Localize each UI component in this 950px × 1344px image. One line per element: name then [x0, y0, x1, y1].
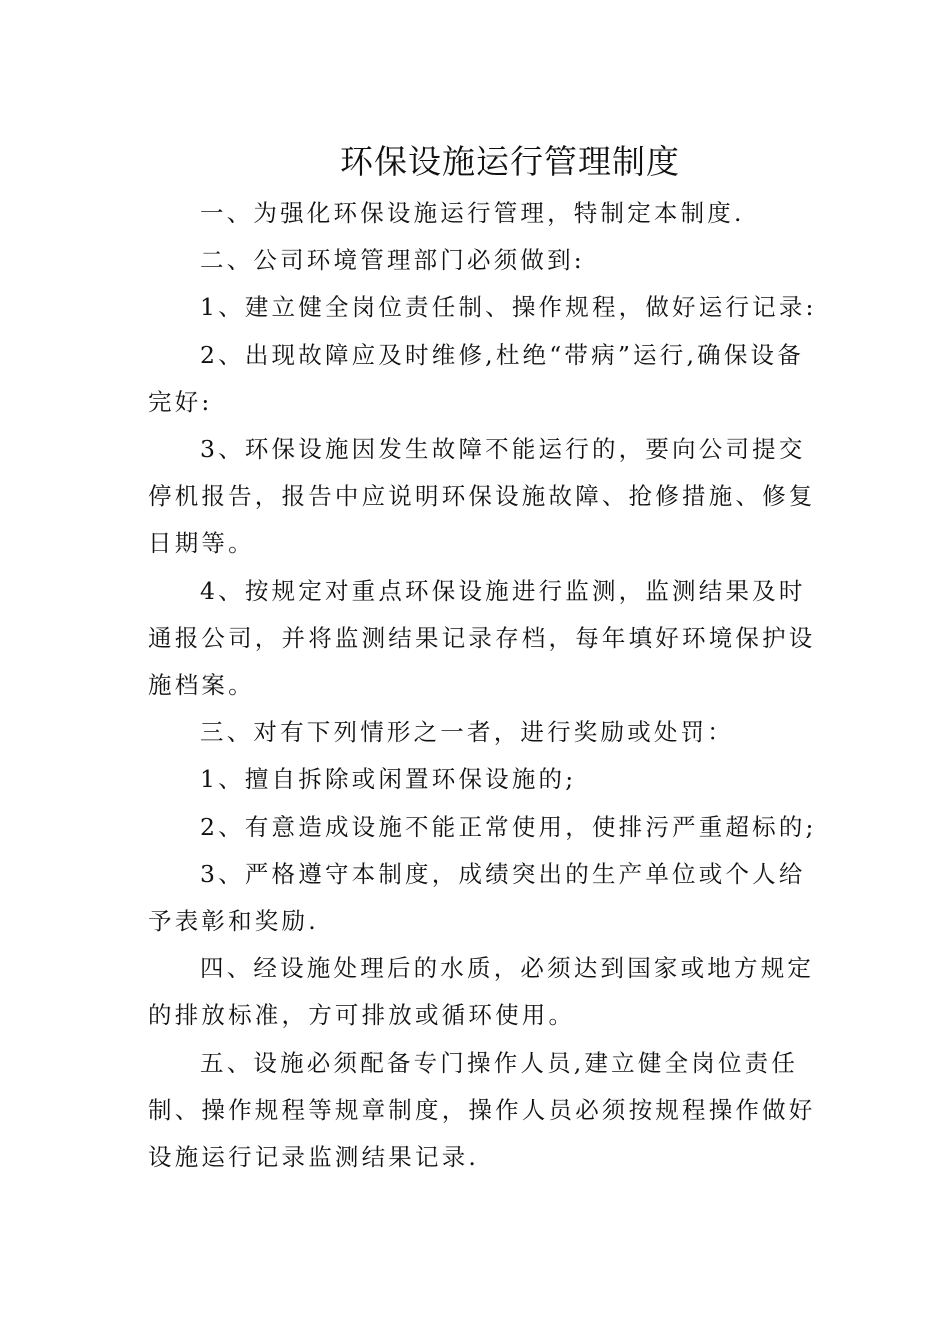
- paragraph-8: 1、擅自拆除或闲置环保设施的;: [200, 765, 577, 794]
- paragraph-5: 3、环保设施因发生故障不能运行的，要向公司提交停机报告，报告中应说明环保设施故障、抢修措施、修复日期等。: [148, 435, 816, 558]
- paragraph-1: 一、为强化环保设施运行管理，特制定本制度.: [200, 199, 745, 227]
- paragraph-11: 四、经设施处理后的水质，必须达到国家或地方规定的排放标准，方可排放或循环使用。: [148, 954, 815, 1030]
- paragraph-12: 五、设施必须配备专门操作人员,建立健全岗位责任制、操作规程等规章制度，操作人员必须按规程操作做好设施运行记录监测结果记录.: [148, 1048, 816, 1172]
- paragraph-4: 2、出现故障应及时维修,杜绝“带病”运行,确保设备完好:: [148, 340, 804, 416]
- paragraph-2: 二、公司环境管理部门必须做到:: [200, 246, 585, 275]
- paragraph-3: 1、建立健全岗位责任制、操作规程，做好运行记录:: [200, 293, 817, 322]
- paragraph-9: 2、有意造成设施不能正常使用，使排污严重超标的;: [200, 812, 817, 841]
- paragraph-7: 三、对有下列情形之一者，进行奖励或处罚：: [200, 718, 734, 747]
- document-title: 环保设施运行管理制度: [340, 142, 680, 181]
- paragraph-6: 4、按规定对重点环保设施进行监测，监测结果及时通报公司，并将监测结果记录存档，每年填好环境保护设施档案。: [148, 576, 816, 700]
- document-body: [148, 190, 828, 1181]
- paragraph-10: 3、严格遵守本制度，成绩突出的生产单位或个人给予表彰和奖励.: [148, 859, 806, 936]
